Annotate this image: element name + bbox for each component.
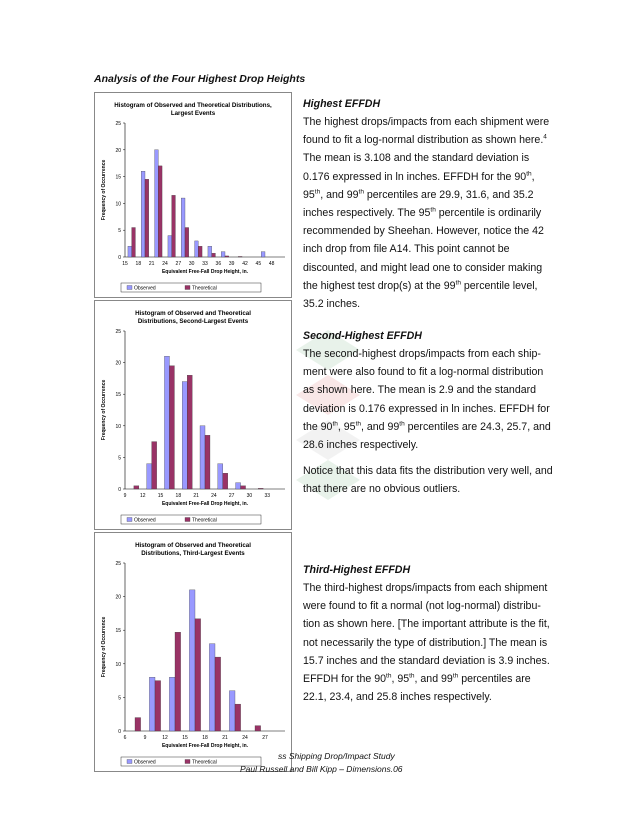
- x-tick-label: 24: [211, 493, 217, 499]
- x-tick-label: 15: [182, 735, 188, 741]
- x-tick-label: 39: [228, 261, 235, 267]
- bar-theoretical: [134, 486, 139, 489]
- bar-theoretical: [195, 619, 201, 731]
- bar-observed: [147, 464, 152, 489]
- y-tick-label: 20: [115, 360, 121, 367]
- chart-title-line-1: Histogram of Observed and Theoretical Distributions,: [114, 102, 272, 109]
- legend-swatch-theoretical: [185, 760, 190, 764]
- bar-observed: [168, 236, 172, 257]
- x-tick-label: 15: [157, 493, 164, 499]
- x-tick-label: 27: [175, 261, 182, 267]
- legend-label-observed: Observed: [134, 285, 156, 292]
- y-tick-label: 15: [115, 392, 121, 399]
- y-axis-label: Frequency of Occurrence: [101, 159, 107, 221]
- bar-observed: [164, 356, 169, 489]
- bar-theoretical: [198, 246, 202, 257]
- paragraph-highest: The highest drops/impacts from each shipment were found to fit a log-normal distribution as shown here.$^4$ The mean is 3.108 and the standard deviation is 0.176 expressed in ln inches. EFFDH for the 90th, 95th, and 99th percentiles are 29.9, 31.6, and 35.2 inches respectively. The 95th percentile is ordinarily recommended by Sheehan. However, notice the 42 inch drop from file A14. This point cannot be discounted, and might lead one to consider making the highest test drop(s) at the 99th percentile level, 35.2 inches.: [303, 116, 550, 311]
- bar-theoretical: [158, 166, 162, 257]
- x-tick-label: 42: [242, 261, 248, 267]
- x-tick-label: 21: [222, 735, 228, 741]
- legend-label-theoretical: Theoretical: [192, 517, 217, 524]
- y-tick-label: 5: [118, 228, 121, 235]
- legend-label-observed: Observed: [134, 517, 156, 524]
- histogram-chart-third-largest: [94, 532, 292, 772]
- y-tick-label: 25: [115, 121, 121, 127]
- bar-theoretical: [255, 726, 261, 731]
- bar-theoretical: [258, 488, 263, 489]
- bar-observed: [229, 691, 235, 731]
- chart-title-line-2: Largest Events: [170, 110, 216, 117]
- x-tick-label: 27: [228, 493, 235, 499]
- y-tick-label: 0: [118, 729, 121, 735]
- y-tick-label: 20: [115, 594, 121, 601]
- y-axis-label: Frequency of Occurrence: [101, 616, 107, 678]
- y-tick-label: 15: [115, 174, 121, 181]
- bar-observed: [141, 171, 145, 257]
- bar-theoretical: [185, 228, 189, 257]
- bar-observed: [221, 252, 225, 257]
- text-block-third-highest: [303, 563, 553, 714]
- bar-observed: [209, 644, 215, 731]
- legend-label-observed: Observed: [134, 759, 156, 766]
- x-tick-label: 30: [188, 261, 195, 267]
- x-axis-label: Equivalent Free-Fall Drop Height, in.: [161, 269, 249, 275]
- x-tick-label: 12: [139, 493, 146, 499]
- x-tick-label: 21: [193, 493, 199, 499]
- bar-theoretical: [223, 473, 228, 489]
- histogram-svg-second-largest: [95, 301, 291, 529]
- x-tick-label: 27: [262, 735, 268, 741]
- bar-observed: [218, 464, 223, 489]
- legend-label-theoretical: Theoretical: [192, 285, 217, 292]
- histogram-svg-largest: [95, 93, 291, 297]
- bar-theoretical: [169, 366, 174, 489]
- paragraph-third-highest: The third-highest drops/impacts from each shipment were found to fit a normal (not log-normal) distribu-tion as shown here. [The important attribute is the fit, not necessarily the type of distribution.] The mean is 15.7 inches and the standard deviation is 3.9 inches. EFFDH for the 90th, 95th, and 99th percentiles are 22.1, 23.4, and 25.8 inches respectively.: [303, 582, 550, 704]
- bar-theoretical: [152, 442, 157, 489]
- y-tick-label: 25: [115, 561, 121, 567]
- y-tick-label: 25: [115, 329, 121, 335]
- y-tick-label: 0: [118, 255, 121, 261]
- bar-theoretical: [205, 435, 210, 489]
- paragraph-second-highest: The second-highest drops/impacts from each ship-ment were also found to fit a log-normal distribution as shown here. The mean is 2.9 and the standard deviation is 0.176 expressed in ln inches. EFFDH for the 90th, 95th, and 99th percentiles are 24.3, 25.7, and 28.6 inches respectively.: [303, 348, 551, 452]
- bar-theoretical: [187, 375, 192, 489]
- bar-observed: [189, 590, 195, 731]
- bar-observed: [182, 382, 187, 489]
- x-axis-label: Equivalent Free-Fall Drop Height, in.: [161, 501, 249, 507]
- histogram-svg-third-largest: [95, 533, 291, 771]
- y-tick-label: 5: [118, 695, 121, 702]
- chart-title-line-2: Distributions, Second-Largest Events: [137, 318, 249, 325]
- text-block-second-highest: [303, 329, 553, 507]
- bar-theoretical: [132, 228, 136, 257]
- text-block-highest: [303, 97, 553, 321]
- x-tick-label: 6: [123, 735, 127, 741]
- page-footer: [240, 750, 440, 776]
- bar-theoretical: [238, 256, 242, 257]
- x-tick-label: 18: [202, 735, 208, 741]
- x-tick-label: 12: [162, 735, 168, 741]
- x-tick-label: 48: [268, 261, 275, 267]
- bar-theoretical: [235, 704, 241, 731]
- bar-theoretical: [155, 681, 161, 731]
- x-tick-label: 18: [175, 493, 182, 499]
- x-axis-label: Equivalent Free-Fall Drop Height, in.: [161, 743, 249, 749]
- legend-swatch-observed: [127, 518, 132, 522]
- legend-swatch-theoretical: [185, 518, 190, 522]
- x-tick-label: 21: [148, 261, 155, 267]
- legend-swatch-theoretical: [185, 286, 190, 290]
- y-tick-label: 10: [115, 661, 121, 668]
- heading-second-highest-effdh: Second-Highest EFFDH: [303, 330, 422, 342]
- legend-swatch-observed: [127, 760, 132, 764]
- y-tick-label: 0: [118, 487, 121, 493]
- bar-observed: [149, 677, 155, 731]
- x-tick-label: 24: [242, 735, 248, 741]
- bar-observed: [208, 246, 212, 257]
- x-tick-label: 33: [202, 261, 208, 267]
- y-axis-label: Frequency of Occurrence: [101, 379, 107, 441]
- x-tick-label: 30: [246, 493, 253, 499]
- y-tick-label: 20: [115, 147, 121, 154]
- y-tick-label: 10: [115, 201, 121, 208]
- bar-observed: [169, 677, 175, 731]
- paragraph-second-highest-note: Notice that this data fits the distribution very well, and that there are no obvious outliers.: [303, 465, 553, 496]
- bar-theoretical: [212, 253, 216, 257]
- bar-observed: [128, 246, 132, 257]
- bar-theoretical: [241, 486, 246, 489]
- bar-theoretical: [225, 256, 229, 257]
- x-tick-label: 45: [255, 261, 262, 267]
- x-tick-label: 9: [143, 735, 147, 741]
- y-tick-label: 10: [115, 423, 121, 430]
- bar-observed: [155, 150, 159, 257]
- x-tick-label: 15: [122, 261, 128, 267]
- bar-theoretical: [145, 179, 149, 257]
- heading-third-highest-effdh: Third-Highest EFFDH: [303, 564, 411, 576]
- bar-theoretical: [175, 632, 181, 731]
- x-tick-label: 33: [264, 493, 271, 499]
- chart-title-line-1: Histogram of Observed and Theoretical: [135, 310, 251, 317]
- bar-observed: [261, 252, 265, 257]
- bar-observed: [236, 483, 241, 489]
- section-heading: Analysis of the Four Highest Drop Heights: [94, 73, 306, 85]
- y-tick-label: 15: [115, 628, 121, 635]
- footer-line-1: ss Shipping Drop/Impact Study: [278, 751, 395, 761]
- x-tick-label: 24: [162, 261, 168, 267]
- histogram-chart-second-largest: [94, 300, 292, 530]
- y-tick-label: 5: [118, 455, 121, 462]
- heading-highest-effdh: Highest EFFDH: [303, 98, 381, 110]
- bar-theoretical: [215, 657, 221, 731]
- chart-title-line-2: Distributions, Third-Largest Events: [141, 550, 245, 557]
- footer-line-2: Paul Russell and Bill Kipp – Dimensions.06: [240, 764, 403, 774]
- bar-observed: [200, 426, 205, 489]
- x-tick-label: 18: [135, 261, 142, 267]
- bar-theoretical: [172, 195, 176, 257]
- legend-label-theoretical: Theoretical: [192, 759, 217, 766]
- x-tick-label: 9: [123, 493, 127, 499]
- legend-swatch-observed: [127, 286, 132, 290]
- bar-observed: [181, 198, 185, 257]
- histogram-chart-largest: [94, 92, 292, 298]
- bar-theoretical: [135, 718, 141, 731]
- bar-observed: [195, 241, 199, 257]
- chart-title-line-1: Histogram of Observed and Theoretical: [135, 542, 251, 549]
- x-tick-label: 36: [215, 261, 222, 267]
